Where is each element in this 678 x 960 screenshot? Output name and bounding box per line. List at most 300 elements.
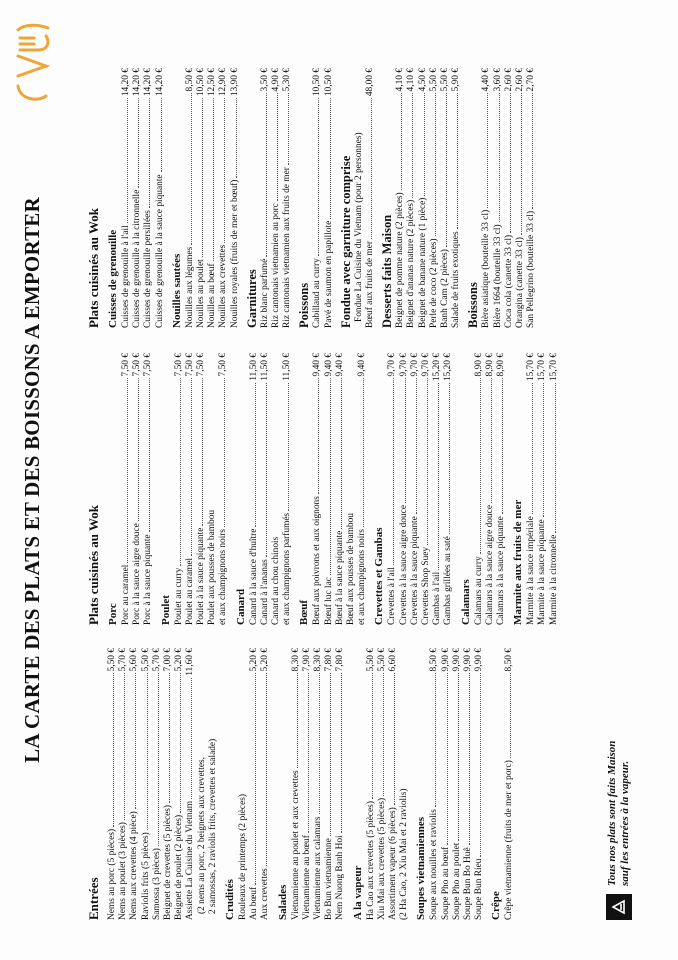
menu-item-price: 8,50 € xyxy=(429,648,440,672)
dot-leader xyxy=(138,378,139,521)
chef-hat-icon xyxy=(606,894,632,920)
desserts-list xyxy=(395,68,462,328)
section-title: Calamars xyxy=(459,579,472,625)
menu-item-price: 5,50 € xyxy=(428,68,439,92)
dot-leader xyxy=(532,93,533,208)
menu-item-price: 11,60 € xyxy=(185,648,196,676)
menu-item xyxy=(312,353,323,625)
menu-item-price: 8,50 € xyxy=(184,68,195,92)
menu-item-name: Vietnamienne aux calamars xyxy=(313,816,324,920)
menu-item-name: et aux champignons parfumés xyxy=(282,512,293,625)
menu-item xyxy=(282,353,293,625)
dot-leader xyxy=(224,98,225,243)
menu-item-name: Nems aux crevettes (4 pièce) xyxy=(129,811,140,920)
menu-item xyxy=(121,68,132,328)
dot-leader xyxy=(308,673,309,833)
dot-leader xyxy=(405,378,406,503)
menu-item-name: Bo Bun vietnamienne xyxy=(324,838,335,920)
menu-item-name: Cuisses de grenouille à l'ail xyxy=(121,225,131,328)
dot-leader xyxy=(113,673,114,826)
column-heading: Plats cuisinés au Wok xyxy=(86,207,101,328)
menu-item-price: 5,20 € xyxy=(249,648,260,672)
menu-item xyxy=(174,353,185,625)
menu-item-name: Bœuf aux fruits de mer xyxy=(365,241,376,328)
menu-item-price: 7,50 € xyxy=(184,353,195,377)
menu-item-name: Bœuf luc lac xyxy=(323,577,334,625)
dot-leader xyxy=(266,673,267,866)
menu-item-name: Soupe Bun Rieu xyxy=(474,858,485,920)
dot-leader xyxy=(491,378,492,503)
menu-item xyxy=(185,68,196,328)
menu-item xyxy=(395,68,406,328)
restaurant-logo-icon xyxy=(8,16,58,106)
section-title: Poissons xyxy=(297,282,312,328)
menu-item xyxy=(260,648,271,920)
dot-leader xyxy=(543,383,544,517)
menu-item-name: San Pellegrino (bouteille 33 cl) xyxy=(526,210,537,328)
menu-item-price: 5,60 € xyxy=(129,648,140,672)
menu-item-name: Bière asiatique (bouteille 33 cl) xyxy=(481,209,492,328)
dot-leader xyxy=(288,383,289,511)
menu-item-price: 15,70 € xyxy=(537,353,548,382)
crevettes-list xyxy=(387,353,454,625)
menu-item-price: 14,20 € xyxy=(121,68,131,97)
menu-item-price: 5,50 € xyxy=(376,648,387,672)
vapeur-list xyxy=(366,648,400,920)
canard-multi-end xyxy=(282,353,293,625)
menu-item xyxy=(432,353,443,625)
menu-item-price: 11,50 € xyxy=(259,353,270,381)
dot-leader xyxy=(158,673,159,846)
dot-leader xyxy=(191,93,192,244)
menu-title: LA CARTE DES PLATS ET DES BOISSONS A EMPORTER xyxy=(20,197,44,763)
menu-item-price: 9,90 € xyxy=(440,648,451,672)
menu-item xyxy=(324,68,335,328)
dot-leader xyxy=(277,93,278,201)
menu-item-price: 5,50 € xyxy=(365,648,376,672)
menu-item-price: 4,50 € xyxy=(417,68,428,92)
menu-item-price: 48,00 € xyxy=(365,68,376,97)
menu-item xyxy=(537,353,548,625)
menu-item xyxy=(143,353,154,625)
menu-item-name: Nouilles aux légumes xyxy=(184,246,195,328)
menu-item xyxy=(526,68,537,328)
dot-leader xyxy=(502,378,503,514)
menu-item xyxy=(313,648,324,920)
dot-leader xyxy=(341,378,342,528)
nouilles-list xyxy=(185,68,241,328)
menu-item xyxy=(218,68,229,328)
dot-leader xyxy=(138,98,139,188)
garnitures-list xyxy=(260,68,294,328)
menu-item-price: 13,90 € xyxy=(229,68,240,97)
dot-leader xyxy=(372,673,373,799)
menu-item-name: Marmite à la citronnelle xyxy=(548,534,559,625)
menu-item xyxy=(410,353,421,625)
dot-leader xyxy=(383,673,384,795)
dot-leader xyxy=(480,673,481,856)
dot-leader xyxy=(446,93,447,247)
menu-item-price: 7,50 € xyxy=(121,353,131,377)
section-title: Crêpe xyxy=(490,891,503,920)
menu-item xyxy=(474,648,485,920)
section-title: Poulet xyxy=(159,595,172,625)
dot-leader xyxy=(394,673,395,805)
section-title: Canard xyxy=(234,588,247,625)
menu-item-price: 9,90 € xyxy=(451,648,462,672)
menu-item xyxy=(121,353,132,625)
menu-item-price: 15,20 € xyxy=(432,353,443,382)
menu-item xyxy=(260,353,271,625)
menu-item-price: 5,20 € xyxy=(174,648,185,672)
vapeur-note: (2 Ha Cao, 2 Xiu Mai et 2 raviolis) xyxy=(399,788,410,920)
dot-leader xyxy=(499,93,500,222)
footer-line: sauf les entrées à la vapeur. xyxy=(619,760,631,886)
menu-item xyxy=(218,353,229,625)
salades-list xyxy=(291,648,347,920)
menu-item-name: Cabillaud au curry xyxy=(312,258,323,328)
dot-leader xyxy=(363,378,364,526)
menu-item-name: Poulet au curry xyxy=(173,567,184,625)
menu-item-text: Canard au chou chinois xyxy=(271,536,282,625)
menu-item-price: 9,40 € xyxy=(334,353,345,377)
menu-item-price: 2,60 € xyxy=(515,68,526,92)
dot-leader xyxy=(371,98,372,239)
dot-leader xyxy=(236,98,237,177)
menu-item xyxy=(429,68,440,328)
dot-leader xyxy=(202,98,203,257)
menu-item-price: 7,50 € xyxy=(132,353,143,377)
menu-item-name: Crevettes Shop Suey xyxy=(421,546,432,625)
menu-item-name: Pavé de saumon en papillote xyxy=(323,220,334,328)
dot-leader xyxy=(297,673,298,768)
menu-item-name: Nems au porc (5 pièces) xyxy=(107,828,117,920)
menu-item xyxy=(474,353,485,625)
menu-item xyxy=(429,648,440,920)
menu-item-price: 8,30 € xyxy=(290,648,301,672)
dot-leader xyxy=(424,93,425,195)
menu-item-name: Calamars à la sauce aigre douce xyxy=(484,505,495,625)
menu-item-price: 9,90 € xyxy=(463,648,474,672)
boeuf-list xyxy=(312,353,346,625)
menu-item xyxy=(485,353,496,625)
menu-item xyxy=(196,68,207,328)
menu-item-name: Porc à la sauce aigre douce xyxy=(132,523,143,625)
dot-leader xyxy=(180,378,181,565)
dot-leader xyxy=(319,673,320,814)
dot-leader xyxy=(510,93,511,232)
menu-item-price: 14,20 € xyxy=(143,68,154,97)
menu-item-name: Nouilles au poulet xyxy=(196,259,207,328)
menu-item-price: 7,50 € xyxy=(173,353,184,377)
menu-item-price: 5,70 € xyxy=(118,648,129,672)
menu-item xyxy=(493,68,504,328)
menu-item-price: 9,40 € xyxy=(323,353,334,377)
menu-item xyxy=(377,648,388,920)
menu-item xyxy=(549,353,560,625)
menu-item-name: Crevettes à la sauce aigre douce xyxy=(398,505,409,625)
dot-leader xyxy=(318,378,319,494)
dot-leader xyxy=(458,673,459,840)
menu-item-price: 5,50 € xyxy=(440,68,451,92)
menu-item-price: 8,30 € xyxy=(313,648,324,672)
menu-item-price: 8,90 € xyxy=(484,353,495,377)
menu-item-price: 7,50 € xyxy=(196,353,207,377)
menu-item-name: Soupe Pho au poulet xyxy=(451,842,462,920)
section-title: Marmite aux fruits de mer xyxy=(512,499,525,625)
menu-item-price: 3,60 € xyxy=(492,68,503,92)
crepe-list xyxy=(504,648,515,920)
menu-item-name: Banh Cam (2 pièces) xyxy=(440,249,451,328)
menu-item xyxy=(196,353,207,625)
menu-item xyxy=(526,353,537,625)
menu-item-name: Crêpe vietnamienne (fruits de mer et porc) xyxy=(504,760,515,920)
menu-item-name: Xiu Mai aux crevettes (5 pièces) xyxy=(376,797,387,920)
menu-item xyxy=(324,353,335,625)
menu-item-price: 7,50 € xyxy=(218,353,229,377)
dot-leader xyxy=(521,93,522,235)
footer-note xyxy=(606,741,632,920)
dot-leader xyxy=(255,673,256,884)
menu-item-name: Raviolis frits (5 pièces) xyxy=(140,832,151,920)
menu-item-price: 2,60 € xyxy=(503,68,514,92)
menu-item-price: 9,90 € xyxy=(474,648,485,672)
menu-item-name: Nouilles aux crevettes xyxy=(218,244,229,328)
dot-leader xyxy=(127,378,128,562)
section-title: Bœuf xyxy=(298,599,311,625)
dot-leader xyxy=(135,673,136,809)
menu-item-price: 4,10 € xyxy=(395,68,406,92)
menu-item-price: 5,20 € xyxy=(260,648,271,672)
column-wok-1 xyxy=(86,353,560,625)
dot-leader xyxy=(330,98,331,219)
menu-item-name: et aux champignons noirs xyxy=(357,528,368,625)
menu-item-price: 15,70 € xyxy=(526,353,537,382)
menu-item xyxy=(365,68,376,328)
section-title: A la vapeur xyxy=(351,865,364,920)
menu-item-name: Marmite à la sauce impériale xyxy=(526,516,537,625)
menu-item-name: Canard à la sauce d'huître xyxy=(248,528,259,625)
footer-line: Tous nos plats sont faits Maison xyxy=(606,740,618,886)
menu-item-name: Marmite à la sauce piquante xyxy=(537,519,548,625)
menu-item-price: 4,10 € xyxy=(406,68,417,92)
menu-item-name: Poulet au caramel xyxy=(184,557,195,625)
dot-leader xyxy=(124,673,125,820)
menu-item-name: Beignet d'ananas nature (2 pièces) xyxy=(406,199,417,328)
menu-item-name: Gambas grillées au saté xyxy=(443,536,454,625)
menu-item-price: 11,50 € xyxy=(248,353,259,381)
menu-item-price: 9,70 € xyxy=(421,353,432,377)
menu-item xyxy=(357,353,368,625)
menu-item-price: 5,50 € xyxy=(140,648,151,672)
menu-item-price: 8,90 € xyxy=(473,353,484,377)
menu-item xyxy=(132,353,143,625)
menu-item xyxy=(335,648,346,920)
menu-item xyxy=(463,648,474,920)
menu-item-name: Assiette La Cuisine du Vietnam xyxy=(185,800,196,920)
menu-item-price: 5,30 € xyxy=(282,68,293,92)
menu-item-name: Beignet de crevettes (5 pièces) xyxy=(163,804,174,920)
menu-item-name: Aux crevettes xyxy=(260,868,271,920)
menu-item xyxy=(496,353,507,625)
menu-item xyxy=(249,648,260,920)
section-title: Fondue avec garniture comprise xyxy=(338,155,353,328)
dot-leader xyxy=(266,93,267,256)
menu-item xyxy=(421,353,432,625)
dot-leader xyxy=(469,673,470,845)
dot-leader xyxy=(480,378,481,554)
menu-item xyxy=(129,648,140,920)
marmite-list xyxy=(526,353,560,625)
dot-leader xyxy=(412,93,413,197)
assiette-note: (2 nems au porc, 2 beignets aux crevettes, xyxy=(196,757,207,914)
dot-leader xyxy=(318,98,319,256)
dot-leader xyxy=(416,378,417,514)
boissons-list xyxy=(481,68,537,328)
menu-item-name: Crevettes à la sauce piquante xyxy=(409,516,420,625)
dot-leader xyxy=(149,98,150,208)
menu-item-name: Bière 1664 (bouteille 33 cl) xyxy=(492,224,503,328)
dot-leader xyxy=(435,93,436,236)
porc-list xyxy=(121,353,155,625)
dot-leader xyxy=(147,673,148,830)
menu-item xyxy=(141,648,152,920)
menu-item-name: Soupe Bun Bo Huê xyxy=(463,847,474,920)
menu-item xyxy=(451,68,462,328)
dot-leader xyxy=(510,673,511,758)
menu-item-text: Poulet aux pousses de bambou xyxy=(207,509,218,625)
column-wok-2 xyxy=(86,68,537,328)
crudites-note: Rouleaux de printemps (2 pièces) xyxy=(238,793,249,920)
menu-item-name: Riz blanc parfumé xyxy=(259,258,270,328)
menu-item xyxy=(282,68,293,328)
assiette-note: 2 samossas, 2 raviolis frits, crevettes et salade) xyxy=(207,738,218,914)
menu-item-price: 6,60 € xyxy=(388,648,399,672)
menu-item-price: 5,70 € xyxy=(151,648,162,672)
menu-item-price: 9,70 € xyxy=(398,353,409,377)
menu-item-name: Porc au caramel xyxy=(121,564,131,625)
poissons-list xyxy=(312,68,334,328)
menu-item-price: 10,50 € xyxy=(196,68,207,97)
dot-leader xyxy=(532,383,533,514)
menu-item-name: Riz cantonais vietnamien aux fruits de mer xyxy=(282,167,293,328)
dot-leader xyxy=(161,98,162,172)
menu-item xyxy=(155,68,166,328)
column-entrees xyxy=(86,648,516,920)
menu-item xyxy=(291,648,302,920)
menu-item xyxy=(406,68,417,328)
menu-item-price: 7,90 € xyxy=(301,648,312,672)
menu-item xyxy=(387,353,398,625)
dot-leader xyxy=(330,378,331,575)
svg-text:CV: CV xyxy=(8,104,9,106)
dot-leader xyxy=(487,93,488,207)
section-title: Garnitures xyxy=(244,269,259,328)
menu-item-price: 4,40 € xyxy=(481,68,492,92)
column-heading: Entrées xyxy=(86,877,101,920)
menu-item-name: Porc à la sauce piquante xyxy=(143,534,154,625)
menu-item-name: Riz cantonais vietnamien au porc xyxy=(271,203,282,328)
menu-item-price: 15,70 € xyxy=(548,353,559,382)
menu-item xyxy=(174,648,185,920)
menu-item-name: Vietnamienne au poulet et aux crevettes xyxy=(290,770,301,920)
menu-item xyxy=(107,648,118,920)
menu-item xyxy=(152,648,163,920)
dot-leader xyxy=(149,378,150,532)
menu-item-name: Nem Nuong Banh Hoi xyxy=(335,835,346,920)
dot-leader xyxy=(180,673,181,812)
dot-leader xyxy=(255,383,256,527)
menu-item-price: 10,50 € xyxy=(312,68,323,97)
section-title: Crudités xyxy=(224,879,237,920)
menu-item xyxy=(163,648,174,920)
menu-item-name: Beignet de pomme nature (2 pièces) xyxy=(395,192,406,328)
dot-leader xyxy=(266,383,267,557)
menu-item-name: Bœuf aux poivrons et aux oignons xyxy=(312,496,323,625)
menu-item xyxy=(302,648,313,920)
menu-item xyxy=(249,353,260,625)
menu-item-price: 4,90 € xyxy=(271,68,282,92)
dot-leader xyxy=(191,378,192,555)
entrees-list xyxy=(107,648,197,920)
dot-leader xyxy=(393,378,394,565)
section-title: Porc xyxy=(107,603,119,625)
menu-item-name: Calamars à la sauce piquante xyxy=(496,516,507,625)
section-title: Crevettes et Gambas xyxy=(373,527,386,625)
menu-item xyxy=(441,648,452,920)
menu-item-name: Soupe Pho au bœuf xyxy=(440,846,451,920)
menu-item-name: Canard à l'ananas xyxy=(259,559,270,625)
dot-leader xyxy=(457,93,458,229)
menu-item-text: Bœuf aux pousses de bambou xyxy=(346,513,357,625)
dot-leader xyxy=(191,678,192,799)
menu-item-name: Gambas à l'ail xyxy=(432,571,443,625)
menu-item xyxy=(185,353,196,625)
dot-leader xyxy=(213,98,214,261)
dot-leader xyxy=(202,378,203,525)
menu-item-name: Perle de coco (2 pièces) xyxy=(428,238,439,328)
menu-item-price: 5,50 € xyxy=(107,648,117,672)
menu-item-name: Salade de fruits exotiques xyxy=(451,231,462,328)
menu-item xyxy=(481,68,492,328)
menu-item-name: Samossa (3 pièces) xyxy=(151,848,162,920)
menu-item-price: 9,70 € xyxy=(387,353,398,377)
menu-item-price: 7,50 € xyxy=(143,353,154,377)
menu-item-price: 12,50 € xyxy=(207,68,218,97)
fondue-list xyxy=(365,68,376,328)
dot-leader xyxy=(169,673,170,803)
menu-item-name: Bœuf à la sauce piquante xyxy=(334,530,345,625)
dot-leader xyxy=(127,98,128,223)
menu-item xyxy=(515,68,526,328)
menu-item-name: Beignet de banane nature (1 pièce) xyxy=(417,197,428,328)
menu-item xyxy=(185,648,196,920)
menu-item xyxy=(335,353,346,625)
menu-item-name: et aux champignons noirs xyxy=(218,528,229,625)
menu-item-name: Nems au poulet (3 pièces) xyxy=(118,822,129,920)
menu-item-name: Au bœuf xyxy=(249,886,260,920)
canard-list xyxy=(249,353,271,625)
menu-item-price: 9,70 € xyxy=(409,353,420,377)
crudites-list xyxy=(249,648,271,920)
section-title: Salades xyxy=(276,884,289,920)
dot-leader xyxy=(447,673,448,844)
dot-leader xyxy=(401,93,402,190)
menu-item xyxy=(312,68,323,328)
menu-item xyxy=(207,68,218,328)
menu-item xyxy=(388,648,399,920)
boeuf-multi-end xyxy=(357,353,368,625)
